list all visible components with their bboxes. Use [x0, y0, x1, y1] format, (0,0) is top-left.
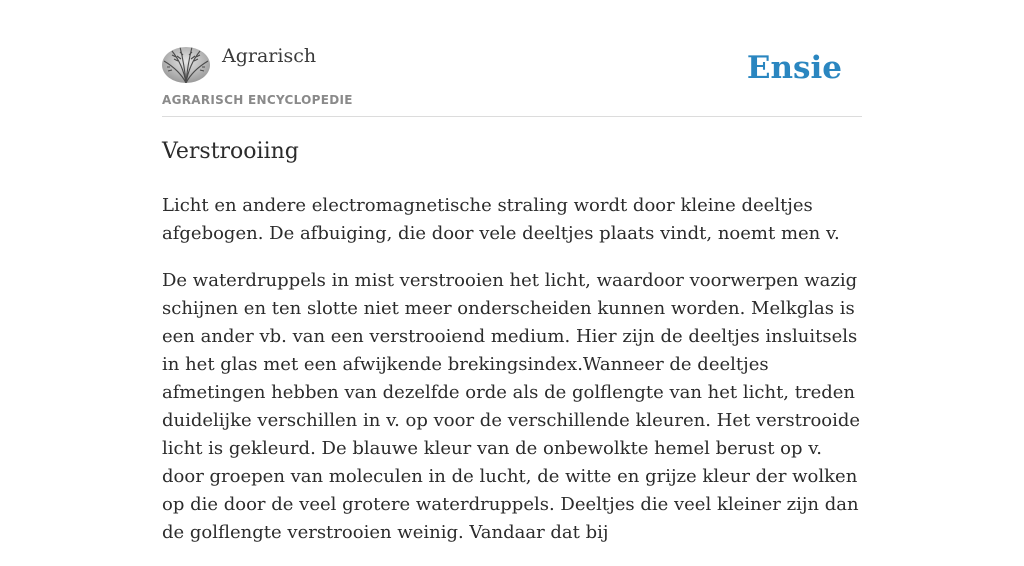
encyclopedia-subtitle: AGRARISCH ENCYCLOPEDIE	[162, 93, 353, 107]
ensie-logo-link[interactable]: Ensie	[746, 50, 842, 86]
article-paragraph: Licht en andere electromagnetische straling wordt door kleine deeltjes afgebogen. De afbuiging, die door vele deeltjes plaats vindt, noemt men v.	[162, 195, 840, 244]
article-body	[162, 192, 867, 566]
header	[162, 0, 862, 117]
wheat-icon[interactable]	[162, 47, 210, 83]
article-paragraph: De waterdruppels in mist verstrooien het licht, waardoor voorwerpen wazig schijnen en ten slotte niet meer onderscheiden kunnen worden. Melkglas is een ander vb. van een verstrooiend medium. Hier zijn de deeltjes insluitsels in het glas met een afwijkende brekingsindex.Wanneer de deeltjes afmetingen hebben van dezelfde orde als de golflengte van het licht, treden duidelijke verschillen in v. op voor de verschillende kleuren. Het verstrooide licht is gekleurd. De blauwe kleur van de onbewolkte hemel berust op v. door groepen van moleculen in de lucht, de witte en grijze kleur der wolken op die door de veel grotere waterdruppels. Deeltjes die veel kleiner zijn dan de golflengte verstrooien weinig. Vandaar dat bij	[162, 270, 861, 543]
article-title: Verstrooiing	[162, 139, 299, 164]
encyclopedia-name[interactable]: Agrarisch	[222, 45, 317, 67]
